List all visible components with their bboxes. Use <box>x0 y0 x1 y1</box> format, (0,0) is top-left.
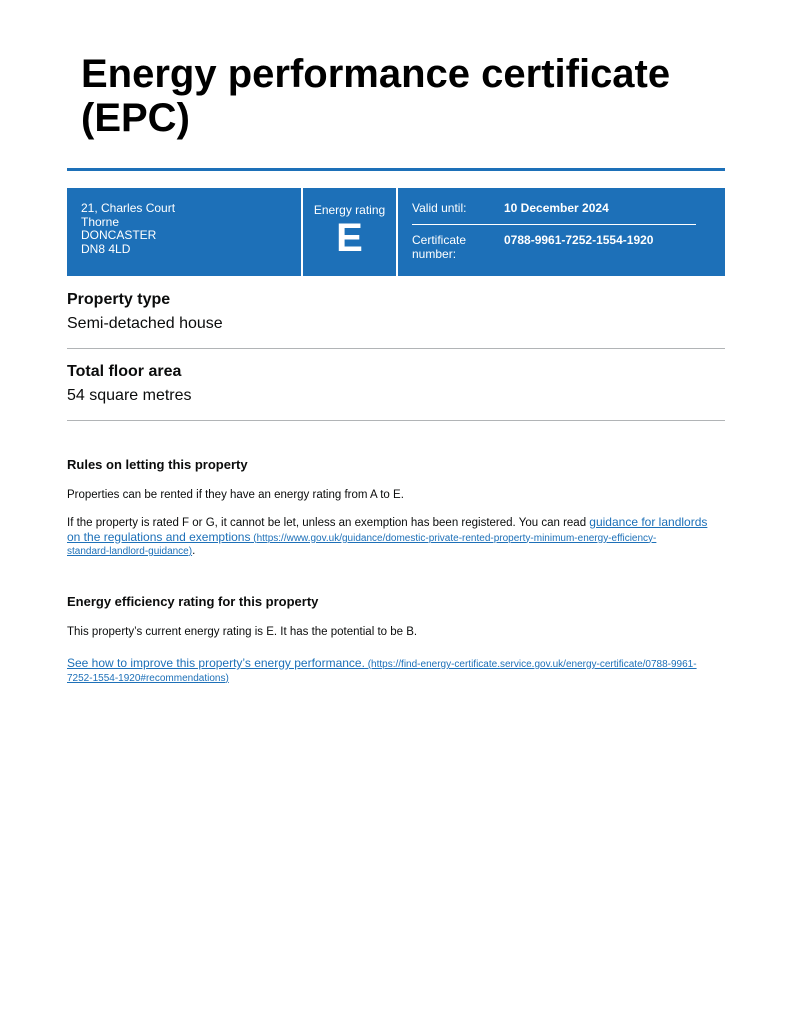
energy-rating-block <box>303 188 396 276</box>
section-divider <box>67 420 725 421</box>
address-block <box>67 188 301 276</box>
valid-until-label: Valid until: <box>412 201 467 215</box>
property-type-heading: Property type <box>67 291 171 308</box>
certificate-divider <box>412 224 696 225</box>
epc-summary-banner <box>67 188 725 276</box>
landlord-guidance-url[interactable]: (https://www.gov.uk/guidance/domestic-private-rented-property-minimum-energy-efficiency- standard-landlord-guidance) <box>67 532 657 557</box>
address-line-1: 21, Charles Court <box>81 201 176 215</box>
property-type-value: Semi-detached house <box>67 315 223 332</box>
address-line-3: DONCASTER <box>81 228 157 242</box>
energy-rating-label: Energy rating <box>313 203 386 217</box>
efficiency-link-para <box>67 657 727 685</box>
efficiency-heading: Energy efficiency rating for this property <box>67 594 319 609</box>
letting-rules-text: If the property is rated F or G, it cannot be let, unless an exemption has been registered. You can read <box>67 517 590 529</box>
page-title <box>81 52 721 140</box>
certificate-details-block <box>398 188 725 276</box>
certificate-label-line1: Certificate <box>412 233 467 247</box>
letting-rules-end: . <box>192 545 196 557</box>
certificate-number-label <box>412 234 492 261</box>
page-title-line1: Energy performance certificate <box>81 52 671 96</box>
certificate-label-line2: number: <box>412 246 457 261</box>
efficiency-para: This property’s current energy rating is E. It has the potential to be B. <box>67 626 418 638</box>
page-title-line2: (EPC) <box>81 96 190 140</box>
section-divider <box>67 348 725 349</box>
address-line-4: DN8 4LD <box>81 241 131 256</box>
landlord-guidance-link[interactable]: guidance for landlords on the regulations and exemptions <box>67 515 708 544</box>
valid-until-value: 10 December 2024 <box>504 201 609 215</box>
improve-performance-url[interactable]: (https://find-energy-certificate.service.gov.uk/energy-certificate/0788-9961- 7252-1554-1920#recommendations) <box>67 659 697 684</box>
title-divider <box>67 168 725 171</box>
floor-area-value: 54 square metres <box>67 387 192 404</box>
improve-performance-link[interactable]: See how to improve this property’s energy performance. <box>67 656 365 670</box>
letting-rules-heading: Rules on letting this property <box>67 457 248 472</box>
letting-rules-para-1: Properties can be rented if they have an energy rating from A to E. <box>67 489 404 501</box>
letting-rules-para-2 <box>67 516 727 559</box>
certificate-number-value: 0788-9961-7252-1554-1920 <box>504 233 654 247</box>
floor-area-heading: Total floor area <box>67 363 182 380</box>
address-line-2: Thorne <box>81 214 120 229</box>
energy-rating-letter: E <box>336 216 363 260</box>
